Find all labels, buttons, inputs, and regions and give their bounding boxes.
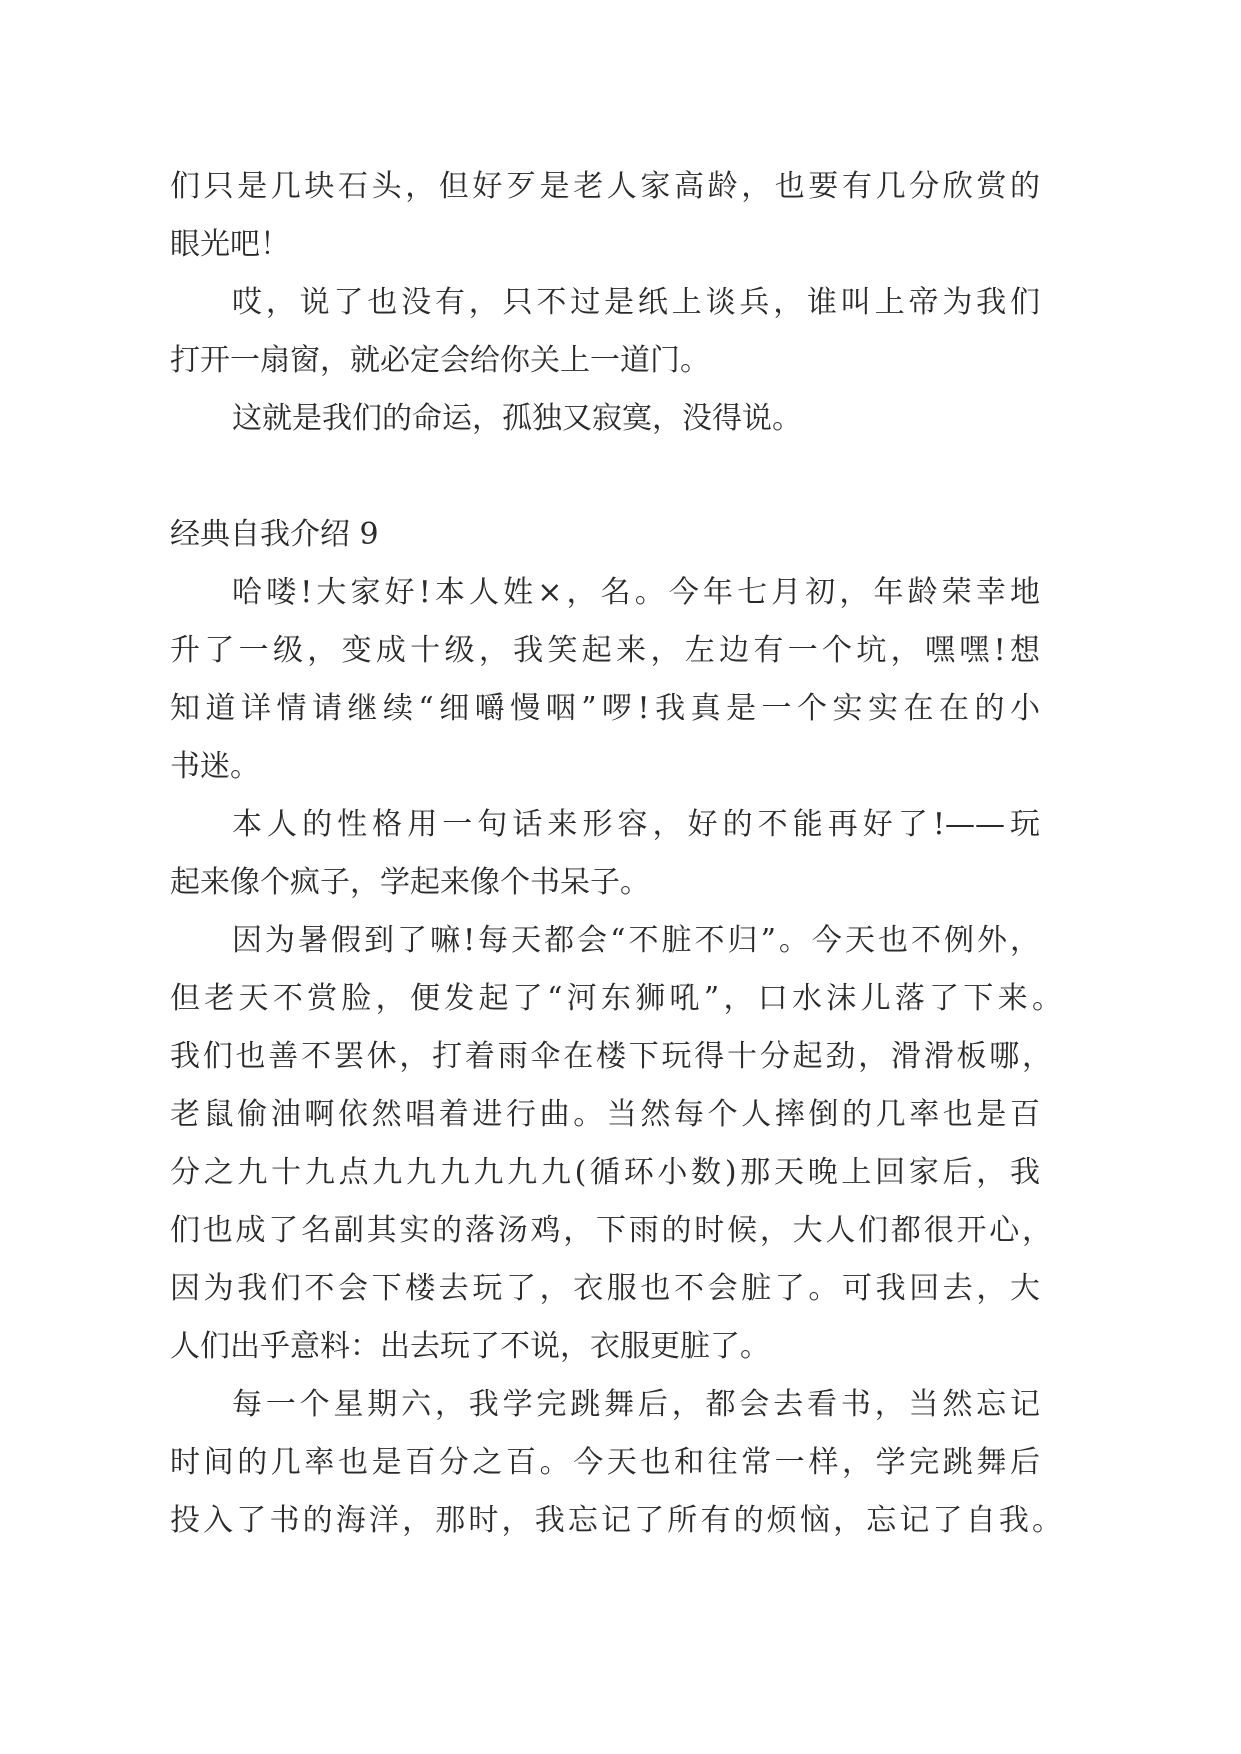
text-line: 因为暑假到了嘛!每天都会“不脏不归”。今天也不例外， [232, 923, 1040, 958]
paragraph [170, 564, 1040, 796]
text-line: 人们出乎意料：出去玩了不说，衣服更脏了。 [170, 1329, 770, 1364]
text-line: 起来像个疯子，学起来像个书呆子。 [170, 865, 650, 900]
paragraph [170, 1376, 1062, 1550]
text-line: 但老天不赏脸，便发起了“河东狮吼”，口水沫儿落了下来。 [170, 981, 1062, 1016]
text-line: 打开一扇窗，就必定会给你关上一道门。 [170, 343, 710, 378]
paragraph [170, 912, 1062, 1376]
paragraph [170, 158, 1040, 274]
text-line: 每一个星期六，我学完跳舞后，都会去看书，当然忘记 [232, 1387, 1040, 1422]
text-line: 分之九十九点九九九九九九(循环小数)那天晚上回家后，我 [170, 1155, 1040, 1190]
text-line: 因为我们不会下楼去玩了，衣服也不会脏了。可我回去，大 [170, 1271, 1040, 1306]
text-line: 本人的性格用一句话来形容，好的不能再好了!——玩 [232, 807, 1040, 842]
text-line: 们只是几块石头，但好歹是老人家高龄，也要有几分欣赏的 [170, 169, 1040, 204]
text-line: 升了一级，变成十级，我笑起来，左边有一个坑，嘿嘿!想 [170, 633, 1040, 668]
text-line: 哎，说了也没有，只不过是纸上谈兵，谁叫上帝为我们 [232, 285, 1040, 320]
text-line: 书迷。 [170, 749, 260, 784]
paragraph [170, 796, 1040, 912]
text-line: 投入了书的海洋，那时，我忘记了所有的烦恼，忘记了自我。 [170, 1503, 1062, 1538]
paragraph [170, 390, 1040, 448]
text-line: 老鼠偷油啊依然唱着进行曲。当然每个人摔倒的几率也是百 [170, 1097, 1040, 1132]
text-line: 这就是我们的命运，孤独又寂寞，没得说。 [232, 401, 802, 436]
paragraph [170, 274, 1040, 390]
text-line: 知道详情请继续“细嚼慢咽”啰!我真是一个实实在在的小 [170, 691, 1040, 726]
text-line: 们也成了名副其实的落汤鸡，下雨的时候，大人们都很开心， [170, 1213, 1052, 1248]
text-line: 眼光吧！ [170, 227, 290, 262]
document-body [170, 158, 1062, 1550]
text-line: 我们也善不罢休，打着雨伞在楼下玩得十分起劲，滑滑板哪， [170, 1039, 1052, 1074]
section-heading: 经典自我介绍 9 [170, 517, 379, 552]
text-line: 哈喽!大家好!本人姓×，名。今年七月初，年龄荣幸地 [232, 575, 1040, 610]
text-line: 时间的几率也是百分之百。今天也和往常一样，学完跳舞后 [170, 1445, 1040, 1480]
